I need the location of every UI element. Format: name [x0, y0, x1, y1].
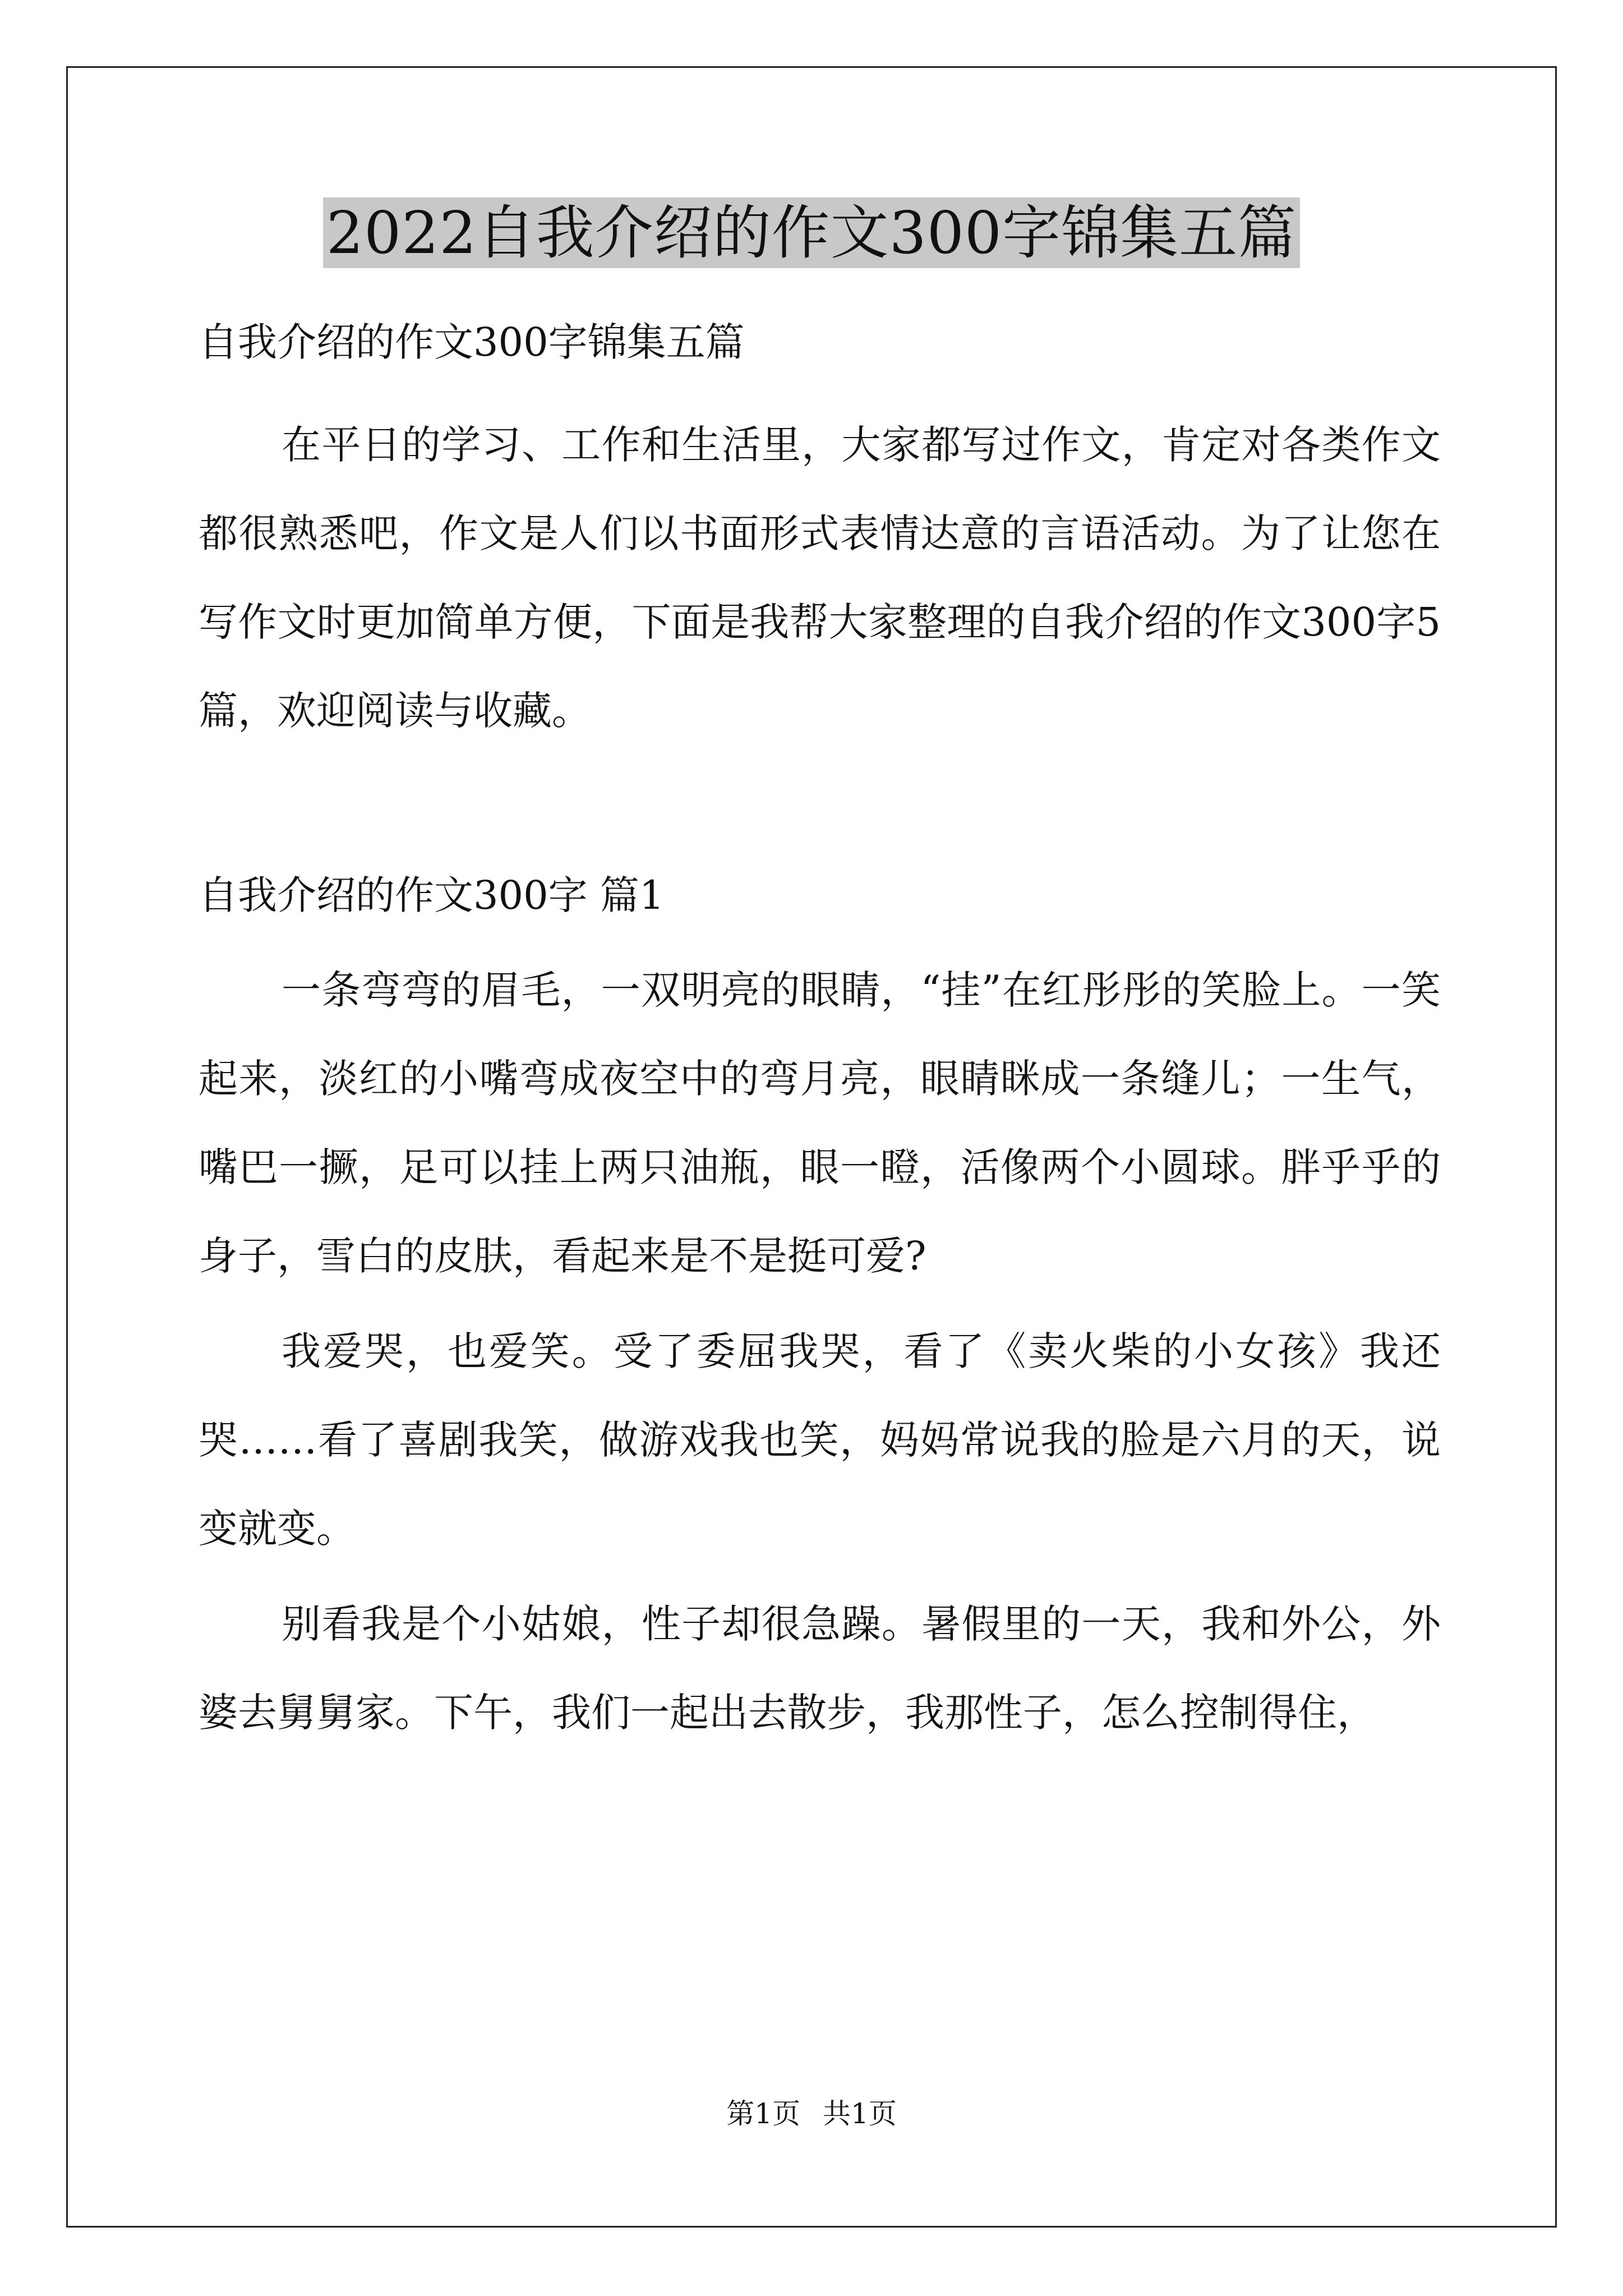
page-number-total: 共1页 — [822, 2097, 897, 2130]
intro-paragraph: 在平日的学习、工作和生活里，大家都写过作文，肯定对各类作文都很熟悉吧，作文是人们以书面形式表情达意的言语活动。为了让您在写作文时更加简单方便，下面是我帮大家整理的自我介绍的作文300字5篇，欢迎阅读与收藏。 — [199, 422, 1441, 734]
title-container — [0, 197, 1623, 268]
page-number-current: 第1页 — [726, 2097, 801, 2130]
document-title: 2022自我介绍的作文300字锦集五篇 — [323, 197, 1300, 268]
body-paragraph-1: 一条弯弯的眉毛，一双明亮的眼睛，“挂”在红彤彤的笑脸上。一笑起来，淡红的小嘴弯成夜空中的弯月亮，眼睛眯成一条缝儿；一生气，嘴巴一撅，足可以挂上两只油瓶，眼一瞪，活像两个小圆球。胖乎乎的身子，雪白的皮肤，看起来是不是挺可爱? — [199, 967, 1441, 1279]
body-paragraph-3: 别看我是个小姑娘，性子却很急躁。暑假里的一天，我和外公，外婆去舅舅家。下午，我们一起出去散步，我那性子，怎么控制得住， — [199, 1601, 1441, 1736]
document-body — [199, 314, 1441, 1764]
body-paragraph-2: 我爱哭，也爱笑。受了委屈我哭，看了《卖火柴的小女孩》我还哭……看了喜剧我笑，做游戏我也笑，妈妈常说我的脸是六月的天，说变就变。 — [199, 1328, 1441, 1552]
document-subtitle: 自我介绍的作文300字锦集五篇 — [199, 319, 745, 365]
page-footer — [0, 2096, 1623, 2132]
section-heading: 自我介绍的作文300字 篇1 — [199, 872, 665, 918]
